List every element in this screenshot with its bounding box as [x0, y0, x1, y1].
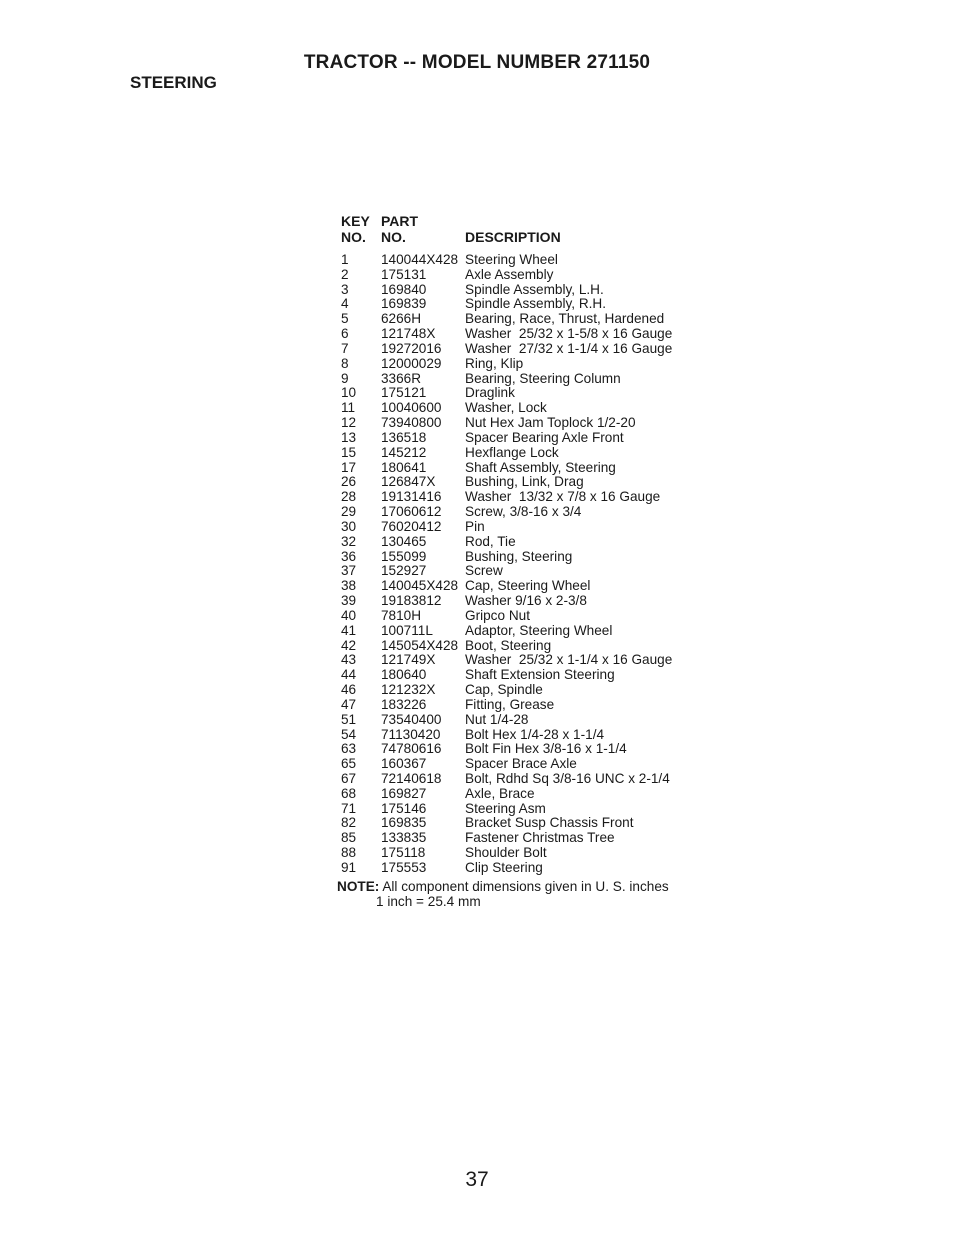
- part-description: Steering Wheel: [465, 252, 558, 267]
- key-number: 13: [341, 429, 357, 445]
- part-description: Bolt Fin Hex 3/8-16 x 1-1/4: [465, 741, 627, 757]
- part-number: 145212: [381, 444, 427, 460]
- key-number: 46: [341, 682, 357, 698]
- table-row: [341, 461, 725, 476]
- table-row: [341, 579, 725, 594]
- part-description: Washer, Lock: [465, 400, 547, 416]
- page-title: TRACTOR -- MODEL NUMBER 271150: [303, 52, 651, 73]
- key-number: 10: [341, 385, 357, 401]
- key-number: 36: [341, 548, 357, 564]
- part-number: 121232X: [381, 682, 436, 698]
- part-description: Screw: [465, 563, 503, 579]
- part-number: 175146: [381, 800, 427, 816]
- key-number: 42: [341, 637, 357, 653]
- part-number: 76020412: [381, 518, 442, 534]
- part-number: 180641: [381, 459, 427, 475]
- part-number: 152927: [381, 563, 427, 579]
- table-row: [341, 698, 725, 713]
- part-number: 73540400: [381, 711, 442, 727]
- part-number: 183226: [381, 696, 427, 712]
- column-header-description: DESCRIPTION: [465, 229, 561, 245]
- part-number: 175131: [381, 266, 427, 282]
- table-row: [341, 416, 725, 431]
- part-number: 136518: [381, 429, 427, 445]
- part-number: 73940800: [381, 415, 442, 431]
- table-row: [341, 831, 725, 846]
- part-description: Bolt, Rdhd Sq 3/8-16 UNC x 2-1/4: [465, 770, 670, 786]
- part-description: Bushing, Steering: [465, 548, 573, 564]
- part-description: Shaft Assembly, Steering: [465, 459, 616, 475]
- part-description: Bearing, Steering Column: [465, 370, 621, 386]
- table-row: [341, 386, 725, 401]
- table-row: [341, 475, 725, 490]
- table-row: [341, 490, 725, 505]
- key-number: 15: [341, 444, 357, 460]
- part-description: Boot, Steering: [465, 637, 552, 653]
- key-number: 68: [341, 785, 357, 801]
- part-description: Bracket Susp Chassis Front: [465, 815, 634, 831]
- key-number: 71: [341, 800, 357, 816]
- key-number: 47: [341, 696, 357, 712]
- key-number: 7: [341, 340, 349, 356]
- part-description: Washer 27/32 x 1-1/4 x 16 Gauge: [465, 340, 673, 356]
- key-number: 30: [341, 518, 357, 534]
- table-row: [341, 535, 725, 550]
- part-description: Bolt Hex 1/4-28 x 1-1/4: [465, 726, 605, 742]
- table-row: [341, 312, 725, 327]
- key-number: 44: [341, 667, 357, 683]
- part-description: Washer 25/32 x 1-5/8 x 16 Gauge: [465, 326, 673, 342]
- table-row: [341, 861, 725, 876]
- key-number: 65: [341, 756, 357, 772]
- part-description: Draglink: [465, 385, 515, 401]
- table-row: [341, 253, 725, 268]
- part-number: 121748X: [381, 326, 436, 342]
- key-number: 88: [341, 845, 357, 861]
- parts-list-rows: [341, 253, 725, 876]
- key-number: 32: [341, 533, 357, 549]
- table-row: [341, 372, 725, 387]
- table-row: [341, 772, 725, 787]
- part-number: 175118: [381, 845, 426, 861]
- table-row: [341, 550, 725, 565]
- part-description: Spindle Assembly, R.H.: [465, 296, 607, 312]
- part-number: 10040600: [381, 400, 442, 416]
- part-description: Nut Hex Jam Toplock 1/2-20: [465, 415, 636, 431]
- table-row: [341, 653, 725, 668]
- key-number: 54: [341, 726, 357, 742]
- table-row: [341, 609, 725, 624]
- key-number: 1: [341, 252, 349, 267]
- part-description: Hexflange Lock: [465, 444, 559, 460]
- table-row: [341, 728, 725, 743]
- key-number: 29: [341, 504, 357, 520]
- part-description: Cap, Steering Wheel: [465, 578, 591, 594]
- part-number: 17060612: [381, 504, 442, 520]
- parts-list-header: [341, 213, 725, 245]
- part-description: Nut 1/4-28: [465, 711, 529, 727]
- table-row: [341, 639, 725, 654]
- part-description: Shoulder Bolt: [465, 845, 547, 861]
- part-description: Bearing, Race, Thrust, Hardened: [465, 311, 665, 327]
- part-number: 180640: [381, 667, 427, 683]
- part-description: Gripco Nut: [465, 607, 530, 623]
- table-row: [341, 520, 725, 535]
- table-row: [341, 846, 725, 861]
- table-row: [341, 594, 725, 609]
- table-row: [341, 816, 725, 831]
- part-description: Axle Assembly: [465, 266, 554, 282]
- part-description: Ring, Klip: [465, 355, 524, 371]
- table-row: [341, 757, 725, 772]
- key-number: 12: [341, 415, 357, 431]
- part-number: 7810H: [381, 607, 422, 623]
- part-number: 12000029: [381, 355, 442, 371]
- part-description: Washer 25/32 x 1-1/4 x 16 Gauge: [465, 652, 673, 668]
- part-number: 160367: [381, 756, 427, 772]
- part-number: 130465: [381, 533, 427, 549]
- part-number: 72140618: [381, 770, 442, 786]
- part-number: 71130420: [381, 726, 441, 742]
- key-number: 43: [341, 652, 357, 668]
- part-number: 169840: [381, 281, 427, 297]
- key-number: 40: [341, 607, 357, 623]
- table-row: [341, 624, 725, 639]
- part-description: Spacer Bearing Axle Front: [465, 429, 624, 445]
- key-number: 5: [341, 311, 349, 327]
- table-row: [341, 683, 725, 698]
- part-description: Cap, Spindle: [465, 682, 543, 698]
- key-number: 63: [341, 741, 357, 757]
- table-row: [341, 401, 725, 416]
- section-heading: STEERING: [130, 73, 217, 92]
- part-description: Bushing, Link, Drag: [465, 474, 584, 490]
- key-number: 41: [341, 622, 357, 638]
- part-number: 140045X428: [381, 578, 459, 594]
- part-description: Spindle Assembly, L.H.: [465, 281, 604, 297]
- note-text: All component dimensions given in U. S. inches: [382, 879, 669, 894]
- key-number: 11: [341, 400, 356, 416]
- table-row: [341, 505, 725, 520]
- part-description: Shaft Extension Steering: [465, 667, 615, 683]
- part-description: Washer 13/32 x 7/8 x 16 Gauge: [465, 489, 661, 505]
- table-row: [341, 283, 725, 298]
- table-row: [341, 446, 725, 461]
- key-number: 67: [341, 770, 357, 786]
- column-header-part: PART NO.: [381, 213, 419, 245]
- part-description: Steering Asm: [465, 800, 546, 816]
- table-row: [341, 357, 725, 372]
- part-number: 133835: [381, 830, 427, 846]
- table-row: [341, 802, 725, 817]
- key-number: 85: [341, 830, 357, 846]
- table-row: [341, 564, 725, 579]
- page-number: 37: [465, 1168, 489, 1191]
- part-description: Pin: [465, 518, 485, 534]
- note: [337, 879, 669, 909]
- part-number: 100711L: [381, 622, 433, 638]
- key-number: 28: [341, 489, 357, 505]
- part-description: Adaptor, Steering Wheel: [465, 622, 613, 638]
- part-number: 3366R: [381, 370, 422, 386]
- part-number: 175553: [381, 859, 427, 875]
- part-number: 175121: [381, 385, 427, 401]
- note-label: NOTE:: [337, 879, 380, 894]
- part-number: 140044X428: [381, 252, 459, 267]
- key-number: 3: [341, 281, 349, 297]
- part-number: 19131416: [381, 489, 442, 505]
- table-row: [341, 787, 725, 802]
- part-description: Axle, Brace: [465, 785, 535, 801]
- part-number: 145054X428: [381, 637, 459, 653]
- part-number: 169827: [381, 785, 427, 801]
- key-number: 51: [341, 711, 357, 727]
- key-number: 9: [341, 370, 349, 386]
- column-header-key: KEY NO.: [341, 213, 370, 245]
- key-number: 4: [341, 296, 349, 312]
- part-description: Spacer Brace Axle: [465, 756, 577, 772]
- key-number: 38: [341, 578, 357, 594]
- key-number: 2: [341, 266, 349, 282]
- key-number: 8: [341, 355, 349, 371]
- parts-list: [341, 213, 725, 876]
- part-description: Fitting, Grease: [465, 696, 555, 712]
- part-number: 74780616: [381, 741, 442, 757]
- part-number: 169839: [381, 296, 427, 312]
- part-number: 169835: [381, 815, 427, 831]
- table-row: [341, 742, 725, 757]
- key-number: 6: [341, 326, 349, 342]
- table-row: [341, 327, 725, 342]
- part-number: 19183812: [381, 593, 442, 609]
- part-description: Washer 9/16 x 2-3/8: [465, 593, 587, 609]
- part-description: Fastener Christmas Tree: [465, 830, 615, 846]
- part-description: Rod, Tie: [465, 533, 516, 549]
- key-number: 39: [341, 593, 357, 609]
- table-row: [341, 342, 725, 357]
- table-row: [341, 268, 725, 283]
- key-number: 91: [341, 859, 357, 875]
- key-number: 37: [341, 563, 357, 579]
- note-conversion: 1 inch = 25.4 mm: [376, 894, 481, 909]
- table-row: [341, 297, 725, 312]
- part-number: 19272016: [381, 340, 442, 356]
- part-number: 121749X: [381, 652, 436, 668]
- key-number: 82: [341, 815, 357, 831]
- part-number: 6266H: [381, 311, 422, 327]
- part-description: Clip Steering: [465, 859, 543, 875]
- table-row: [341, 431, 725, 446]
- part-number: 155099: [381, 548, 427, 564]
- part-number: 126847X: [381, 474, 436, 490]
- key-number: 17: [341, 459, 357, 475]
- key-number: 26: [341, 474, 357, 490]
- table-row: [341, 668, 725, 683]
- part-description: Screw, 3/8-16 x 3/4: [465, 504, 582, 520]
- table-row: [341, 713, 725, 728]
